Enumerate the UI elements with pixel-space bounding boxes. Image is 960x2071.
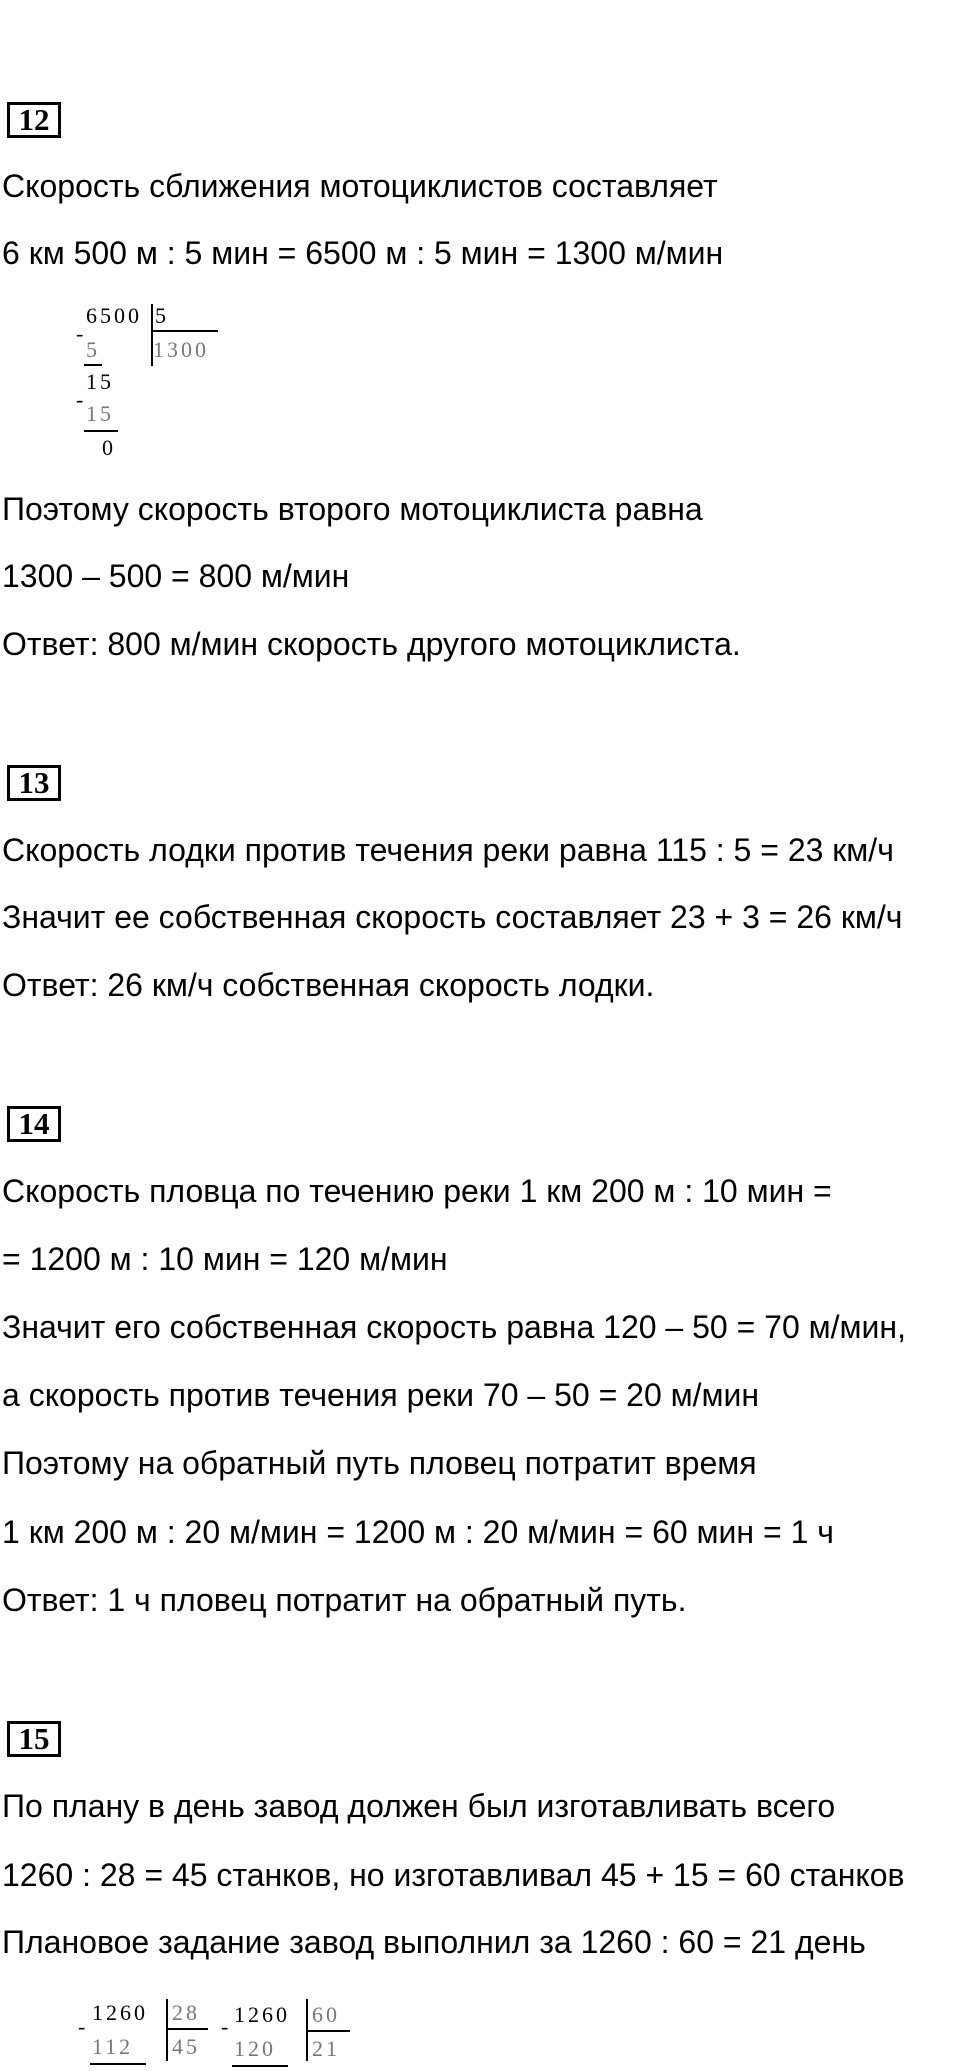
text-line: Значит ее собственная скорость составляет 23 + 3 = 26 км/ч (2, 899, 903, 935)
text-line: Скорость пловца по течению реки 1 км 200 м : 10 мин = (2, 1173, 832, 1209)
quotient: 1300 (153, 337, 209, 362)
text-line: Поэтому на обратный путь пловец потратит время (2, 1445, 757, 1481)
subtrahend: 112 (92, 2034, 134, 2059)
text-line: Ответ: 800 м/мин скорость другого мотоциклиста. (2, 626, 741, 662)
quotient: 45 (172, 2034, 200, 2059)
long-division (0, 300, 260, 465)
text-line: 1300 – 500 = 800 м/мин (2, 558, 350, 594)
task-number-badge: 14 (7, 1106, 61, 1142)
subtrahend: 5 (86, 337, 100, 362)
text-line: Ответ: 26 км/ч собственная скорость лодки. (2, 967, 655, 1003)
quotient: 21 (312, 2036, 340, 2061)
task-number-badge: 15 (7, 1721, 61, 1757)
quotient-bar (306, 2030, 350, 2032)
text-line: Скорость сближения мотоциклистов составляет (2, 168, 718, 204)
subtrahend: 120 (234, 2036, 276, 2061)
text-line: По плану в день завод должен был изготавливать всего (2, 1788, 836, 1824)
text-line: Скорость лодки против течения реки равна 115 : 5 = 23 км/ч (2, 832, 894, 868)
divisor: 28 (172, 2000, 200, 2025)
subtraction-line (84, 430, 118, 432)
minus-sign: - (78, 2014, 89, 2039)
subtraction-line (232, 2065, 288, 2067)
text-line: 1 км 200 м : 20 м/мин = 1200 м : 20 м/мин = 60 мин = 1 ч (2, 1514, 834, 1550)
quotient-bar (166, 2028, 208, 2030)
divisor: 60 (312, 2002, 340, 2027)
dividend: 6500 (86, 303, 142, 328)
remainder: 0 (102, 435, 116, 460)
task-number-badge: 13 (7, 765, 61, 801)
subtrahend: 15 (86, 401, 114, 426)
division-bar (166, 1999, 168, 2061)
remainder: 15 (86, 369, 114, 394)
text-line: Плановое задание завод выполнил за 1260 : 60 = 21 день (2, 1924, 866, 1960)
minus-sign: - (76, 321, 87, 346)
minus-sign: - (76, 387, 87, 412)
text-line: а скорость против течения реки 70 – 50 = 20 м/мин (2, 1377, 760, 1413)
subtraction-line (84, 364, 102, 366)
text-line: 1260 : 28 = 45 станков, но изготавливал 45 + 15 = 60 станков (2, 1857, 905, 1893)
divisor: 5 (155, 303, 169, 328)
quotient-bar (151, 330, 218, 332)
subtraction-line (90, 2063, 146, 2065)
task-number-badge: 12 (7, 102, 61, 138)
text-line: = 1200 м : 10 мин = 120 м/мин (2, 1241, 448, 1277)
text-line: Ответ: 1 ч пловец потратит на обратный путь. (2, 1582, 687, 1618)
dividend: 1260 (234, 2002, 290, 2027)
dividend: 1260 (92, 2000, 148, 2025)
text-line: Поэтому скорость второго мотоциклиста равна (2, 491, 703, 527)
long-division (210, 1995, 410, 2071)
minus-sign: - (221, 2014, 232, 2039)
text-line: 6 км 500 м : 5 мин = 6500 м : 5 мин = 1300 м/мин (2, 235, 724, 271)
text-line: Значит его собственная скорость равна 120 – 50 = 70 м/мин, (2, 1309, 906, 1345)
